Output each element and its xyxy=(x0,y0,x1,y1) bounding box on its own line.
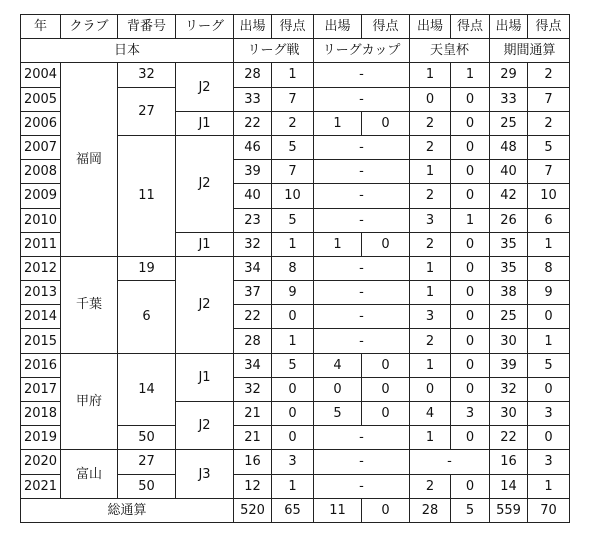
emperor-goals-cell: 0 xyxy=(451,256,490,280)
cup-apps-cell: 4 xyxy=(314,353,362,377)
league-goals-cell: 3 xyxy=(272,450,314,474)
total-goals-cell: 7 xyxy=(528,160,570,184)
total-period-goals: 70 xyxy=(528,498,570,522)
league-apps-cell: 28 xyxy=(234,63,272,87)
emperor-apps-cell: 2 xyxy=(410,111,451,135)
emperor-apps-cell: 2 xyxy=(410,329,451,353)
league-goals-cell: 7 xyxy=(272,87,314,111)
year-cell: 2011 xyxy=(21,232,61,256)
total-goals-cell: 0 xyxy=(528,305,570,329)
emperor-goals-cell: 0 xyxy=(451,232,490,256)
emperor-apps-cell: 1 xyxy=(410,256,451,280)
number-cell: 32 xyxy=(118,63,176,87)
emperor-goals-cell: 3 xyxy=(451,402,490,426)
emperor-apps-cell: 2 xyxy=(410,135,451,159)
year-cell: 2013 xyxy=(21,281,61,305)
total-apps-cell: 48 xyxy=(490,135,528,159)
number-cell: 50 xyxy=(118,426,176,450)
emperor-goals-cell: 1 xyxy=(451,208,490,232)
league-apps-cell: 34 xyxy=(234,353,272,377)
header-year: 年 xyxy=(21,15,61,39)
total-goals-cell: 2 xyxy=(528,63,570,87)
league-cell: J2 xyxy=(176,63,234,111)
year-cell: 2008 xyxy=(21,160,61,184)
cup-cell: - xyxy=(314,87,410,111)
cup-apps-cell: 1 xyxy=(314,232,362,256)
total-goals-cell: 0 xyxy=(528,426,570,450)
total-apps-cell: 38 xyxy=(490,281,528,305)
emperor-apps-cell: 2 xyxy=(410,184,451,208)
emperor-goals-cell: 0 xyxy=(451,281,490,305)
cup-apps-cell: 0 xyxy=(314,377,362,401)
total-apps-cell: 29 xyxy=(490,63,528,87)
emperor-goals-cell: 1 xyxy=(451,63,490,87)
emperor-goals-cell: 0 xyxy=(451,305,490,329)
cup-cell: - xyxy=(314,426,410,450)
cup-cell: - xyxy=(314,474,410,498)
total-goals-cell: 0 xyxy=(528,377,570,401)
cup-cell: - xyxy=(314,329,410,353)
header-league-goals: 得点 xyxy=(272,15,314,39)
total-apps-cell: 40 xyxy=(490,160,528,184)
total-apps-cell: 22 xyxy=(490,426,528,450)
emperor-goals-cell: 0 xyxy=(451,474,490,498)
year-cell: 2018 xyxy=(21,402,61,426)
club-cell: 富山 xyxy=(61,450,118,498)
year-cell: 2014 xyxy=(21,305,61,329)
total-cup-goals: 0 xyxy=(362,498,410,522)
header-cup-goals: 得点 xyxy=(362,15,410,39)
league-goals-cell: 0 xyxy=(272,426,314,450)
cup-apps-cell: 5 xyxy=(314,402,362,426)
league-goals-cell: 1 xyxy=(272,329,314,353)
total-goals-cell: 3 xyxy=(528,450,570,474)
emperor-goals-cell: 0 xyxy=(451,377,490,401)
league-apps-cell: 32 xyxy=(234,377,272,401)
league-goals-cell: 9 xyxy=(272,281,314,305)
number-cell: 27 xyxy=(118,450,176,474)
emperor-goals-cell: 0 xyxy=(451,87,490,111)
league-apps-cell: 23 xyxy=(234,208,272,232)
league-goals-cell: 1 xyxy=(272,63,314,87)
league-goals-cell: 5 xyxy=(272,135,314,159)
league-apps-cell: 12 xyxy=(234,474,272,498)
league-cell: J2 xyxy=(176,256,234,353)
total-row xyxy=(21,498,570,522)
cup-cell: - xyxy=(314,63,410,87)
country-label: 日本 xyxy=(21,39,234,63)
league-apps-cell: 21 xyxy=(234,402,272,426)
table-row xyxy=(21,63,570,87)
league-goals-cell: 5 xyxy=(272,208,314,232)
year-cell: 2004 xyxy=(21,63,61,87)
cup-goals-cell: 0 xyxy=(362,377,410,401)
league-apps-cell: 37 xyxy=(234,281,272,305)
total-apps-cell: 35 xyxy=(490,232,528,256)
total-goals-cell: 8 xyxy=(528,256,570,280)
year-cell: 2016 xyxy=(21,353,61,377)
emperor-goals-cell: 0 xyxy=(451,353,490,377)
header-number: 背番号 xyxy=(118,15,176,39)
cup-goals-cell: 0 xyxy=(362,111,410,135)
total-period-apps: 559 xyxy=(490,498,528,522)
cup-cell: - xyxy=(314,281,410,305)
year-cell: 2007 xyxy=(21,135,61,159)
total-apps-cell: 32 xyxy=(490,377,528,401)
total-league-apps: 520 xyxy=(234,498,272,522)
league-cell: J1 xyxy=(176,232,234,256)
total-cup-apps: 11 xyxy=(314,498,362,522)
total-goals-cell: 10 xyxy=(528,184,570,208)
league-apps-cell: 22 xyxy=(234,305,272,329)
emperor-apps-cell: 0 xyxy=(410,87,451,111)
total-goals-cell: 9 xyxy=(528,281,570,305)
emperor-goals-cell: 0 xyxy=(451,111,490,135)
header-row xyxy=(21,15,570,39)
league-goals-cell: 0 xyxy=(272,377,314,401)
header-emperor-apps: 出場 xyxy=(410,15,451,39)
total-apps-cell: 25 xyxy=(490,111,528,135)
emperor-goals-cell: 0 xyxy=(451,329,490,353)
league-goals-cell: 0 xyxy=(272,402,314,426)
total-apps-cell: 16 xyxy=(490,450,528,474)
number-cell: 27 xyxy=(118,87,176,135)
header-row-competitions xyxy=(21,39,570,63)
header-club: クラブ xyxy=(61,15,118,39)
total-goals-cell: 2 xyxy=(528,111,570,135)
league-apps-cell: 16 xyxy=(234,450,272,474)
emperor-goals-cell: 0 xyxy=(451,184,490,208)
emperor-apps-cell: 1 xyxy=(410,426,451,450)
league-cell: J2 xyxy=(176,402,234,450)
year-cell: 2010 xyxy=(21,208,61,232)
career-stats-table xyxy=(20,14,570,523)
cup-cell: - xyxy=(314,450,410,474)
year-cell: 2019 xyxy=(21,426,61,450)
league-goals-cell: 0 xyxy=(272,305,314,329)
total-apps-cell: 42 xyxy=(490,184,528,208)
emperor-cell: - xyxy=(410,450,490,474)
emperor-apps-cell: 3 xyxy=(410,208,451,232)
header-emperor-goals: 得点 xyxy=(451,15,490,39)
total-apps-cell: 25 xyxy=(490,305,528,329)
league-cell: J1 xyxy=(176,111,234,135)
year-cell: 2021 xyxy=(21,474,61,498)
year-cell: 2005 xyxy=(21,87,61,111)
number-cell: 6 xyxy=(118,281,176,354)
league-cell: J3 xyxy=(176,450,234,498)
league-apps-cell: 28 xyxy=(234,329,272,353)
cup-goals-cell: 0 xyxy=(362,232,410,256)
competition-league: リーグ戦 xyxy=(234,39,314,63)
emperor-goals-cell: 0 xyxy=(451,160,490,184)
competition-emperors-cup: 天皇杯 xyxy=(410,39,490,63)
total-goals-cell: 5 xyxy=(528,135,570,159)
number-cell: 11 xyxy=(118,135,176,256)
year-cell: 2006 xyxy=(21,111,61,135)
number-cell: 14 xyxy=(118,353,176,426)
league-apps-cell: 40 xyxy=(234,184,272,208)
club-cell: 千葉 xyxy=(61,256,118,353)
header-total-apps: 出場 xyxy=(490,15,528,39)
cup-goals-cell: 0 xyxy=(362,353,410,377)
league-apps-cell: 34 xyxy=(234,256,272,280)
total-goals-cell: 3 xyxy=(528,402,570,426)
cup-cell: - xyxy=(314,208,410,232)
header-total-goals: 得点 xyxy=(528,15,570,39)
total-emperor-apps: 28 xyxy=(410,498,451,522)
header-league: リーグ xyxy=(176,15,234,39)
total-league-goals: 65 xyxy=(272,498,314,522)
league-apps-cell: 33 xyxy=(234,87,272,111)
table-row xyxy=(21,353,570,377)
total-goals-cell: 7 xyxy=(528,87,570,111)
competition-period-total: 期間通算 xyxy=(490,39,570,63)
league-goals-cell: 8 xyxy=(272,256,314,280)
header-league-apps: 出場 xyxy=(234,15,272,39)
league-goals-cell: 5 xyxy=(272,353,314,377)
cup-cell: - xyxy=(314,256,410,280)
competition-league-cup: リーグカップ xyxy=(314,39,410,63)
club-cell: 福岡 xyxy=(61,63,118,257)
total-apps-cell: 33 xyxy=(490,87,528,111)
league-apps-cell: 21 xyxy=(234,426,272,450)
cup-apps-cell: 1 xyxy=(314,111,362,135)
table-row xyxy=(21,256,570,280)
number-cell: 50 xyxy=(118,474,176,498)
number-cell: 19 xyxy=(118,256,176,280)
league-apps-cell: 22 xyxy=(234,111,272,135)
total-label: 総通算 xyxy=(21,498,234,522)
emperor-apps-cell: 1 xyxy=(410,160,451,184)
total-apps-cell: 30 xyxy=(490,329,528,353)
league-apps-cell: 46 xyxy=(234,135,272,159)
total-goals-cell: 1 xyxy=(528,232,570,256)
league-apps-cell: 39 xyxy=(234,160,272,184)
table-row xyxy=(21,450,570,474)
year-cell: 2015 xyxy=(21,329,61,353)
total-goals-cell: 1 xyxy=(528,329,570,353)
emperor-apps-cell: 1 xyxy=(410,281,451,305)
year-cell: 2017 xyxy=(21,377,61,401)
league-cell: J2 xyxy=(176,135,234,232)
emperor-apps-cell: 0 xyxy=(410,377,451,401)
emperor-apps-cell: 4 xyxy=(410,402,451,426)
emperor-apps-cell: 2 xyxy=(410,232,451,256)
cup-cell: - xyxy=(314,135,410,159)
total-emperor-goals: 5 xyxy=(451,498,490,522)
league-goals-cell: 10 xyxy=(272,184,314,208)
total-apps-cell: 14 xyxy=(490,474,528,498)
year-cell: 2012 xyxy=(21,256,61,280)
emperor-apps-cell: 1 xyxy=(410,353,451,377)
emperor-apps-cell: 1 xyxy=(410,63,451,87)
emperor-goals-cell: 0 xyxy=(451,135,490,159)
total-goals-cell: 6 xyxy=(528,208,570,232)
club-cell: 甲府 xyxy=(61,353,118,450)
cup-goals-cell: 0 xyxy=(362,402,410,426)
cup-cell: - xyxy=(314,160,410,184)
total-goals-cell: 1 xyxy=(528,474,570,498)
league-goals-cell: 1 xyxy=(272,232,314,256)
emperor-apps-cell: 3 xyxy=(410,305,451,329)
cup-cell: - xyxy=(314,184,410,208)
league-goals-cell: 1 xyxy=(272,474,314,498)
league-apps-cell: 32 xyxy=(234,232,272,256)
total-apps-cell: 26 xyxy=(490,208,528,232)
total-goals-cell: 5 xyxy=(528,353,570,377)
emperor-apps-cell: 2 xyxy=(410,474,451,498)
year-cell: 2020 xyxy=(21,450,61,474)
total-apps-cell: 30 xyxy=(490,402,528,426)
cup-cell: - xyxy=(314,305,410,329)
total-apps-cell: 39 xyxy=(490,353,528,377)
header-cup-apps: 出場 xyxy=(314,15,362,39)
year-cell: 2009 xyxy=(21,184,61,208)
league-goals-cell: 2 xyxy=(272,111,314,135)
total-apps-cell: 35 xyxy=(490,256,528,280)
league-cell: J1 xyxy=(176,353,234,401)
league-goals-cell: 7 xyxy=(272,160,314,184)
emperor-goals-cell: 0 xyxy=(451,426,490,450)
